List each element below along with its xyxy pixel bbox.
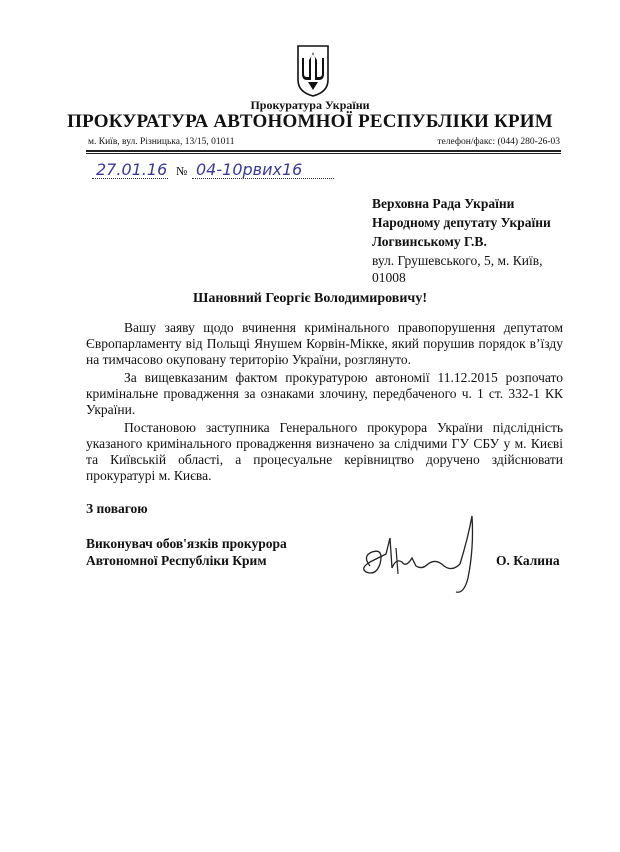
org-name: ПРОКУРАТУРА АВТОНОМНОЇ РЕСПУБЛІКИ КРИМ xyxy=(67,111,553,132)
org-phone: телефон/факс: (044) 280-26-03 xyxy=(437,137,560,147)
body-paragraph-1: Вашу заяву щодо вчинення кримінального правопорушення депутатом Європарламенту від Польщі Янушем Корвін-Мікке, який порушив порядок в’їзду на тимчасово окуповану територію України, розглянуто. xyxy=(86,320,563,367)
recipient-line1: Верховна Рада України xyxy=(372,196,515,211)
header-rule-thin xyxy=(86,153,561,154)
parent-org: Прокуратура України xyxy=(250,98,370,112)
recipient-line3: Логвинському Г.В. xyxy=(372,234,487,249)
registration-date: 27.01.16 xyxy=(96,160,168,179)
signer-title-line1: Виконувач обов'язків прокурора xyxy=(86,536,287,551)
body-paragraph-3: Постановою заступника Генерального прокурора України підслідність указаного кримінального провадження визначено за слідчими ГУ СБУ у м. Києві та Київській області, а процесуальне керівництво доручено здійснювати прокуратурі м. Києва. xyxy=(86,420,563,483)
handwritten-signature xyxy=(356,508,506,598)
registration-number: 04-10рвих16 xyxy=(196,160,303,179)
recipient-street: вул. Грушевського, 5, м. Київ, xyxy=(372,253,543,268)
recipient-line2: Народному депутату України xyxy=(372,215,551,230)
salutation: Шановний Георгіє Володимировичу! xyxy=(193,291,427,306)
header-rule-thick xyxy=(86,150,561,152)
org-address: м. Київ, вул. Різницька, 13/15, 01011 xyxy=(88,137,235,147)
signer-name: О. Калина xyxy=(496,553,560,568)
body-paragraph-2: За вищевказаним фактом прокуратурою автономії 11.12.2015 розпочато кримінальне провадження за ознаками злочину, передбаченого ч. 1 ст. 332-1 КК України. xyxy=(86,370,563,417)
recipient-postcode: 01008 xyxy=(372,270,406,285)
closing-regards: З повагою xyxy=(86,501,148,516)
registration-number-label: № xyxy=(176,164,188,178)
number-dotted-line xyxy=(192,178,334,179)
ukraine-trident-emblem-icon xyxy=(296,44,330,98)
signer-title-line2: Автономної Республіки Крим xyxy=(86,553,267,568)
date-dotted-line xyxy=(92,178,168,179)
